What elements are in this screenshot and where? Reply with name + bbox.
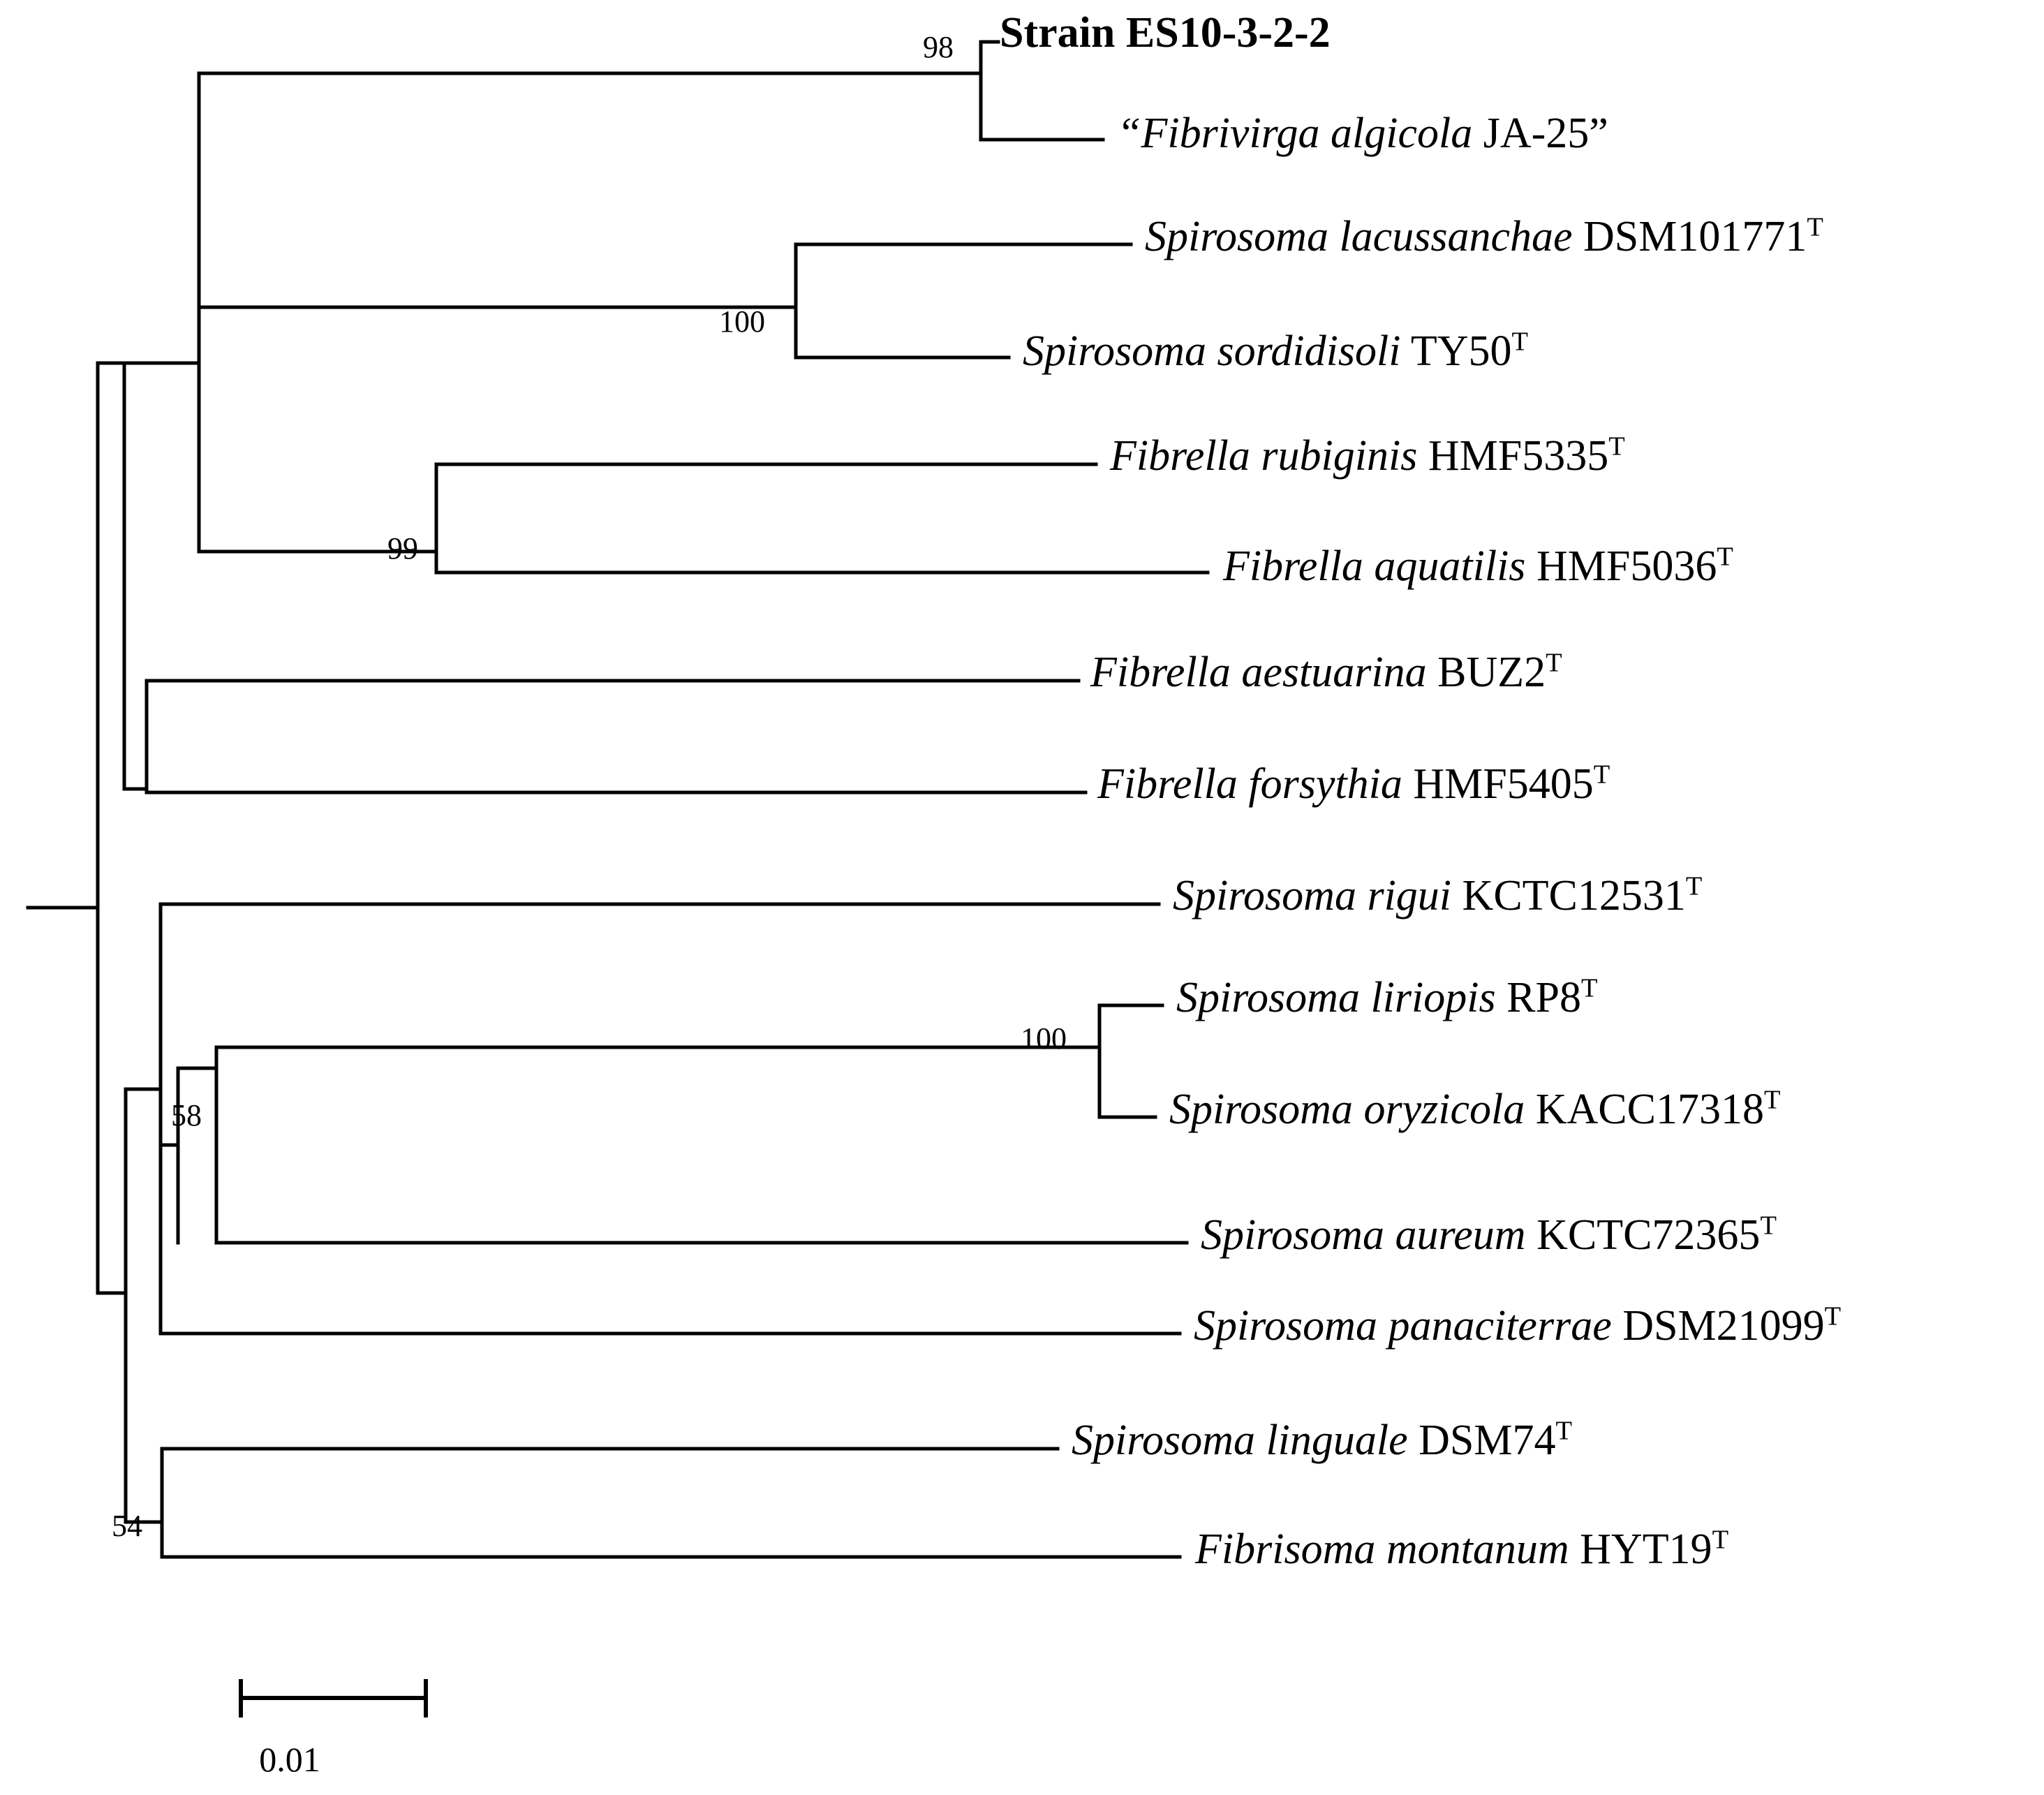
taxon-sup-fibrella-rubiginis: T — [1608, 431, 1625, 461]
taxon-roman-fibrella-aestuarina: BUZ2 — [1426, 649, 1546, 696]
taxon-italic-spirosoma-linguale: Spirosoma linguale — [1072, 1417, 1408, 1464]
taxon-sup-spirosoma-aureum: T — [1760, 1211, 1777, 1241]
taxon-italic-fibrella-aquatilis: Fibrella aquatilis — [1223, 542, 1526, 590]
taxon-italic-spirosoma-liriopis: Spirosoma liriopis — [1176, 974, 1496, 1021]
taxon-roman-spirosoma-liriopis: RP8 — [1495, 974, 1581, 1021]
taxon-roman-fibrella-aquatilis: HMF5036 — [1525, 542, 1717, 590]
bootstrap-label-node-lacussanchae-sordidisoli: 100 — [719, 304, 765, 339]
taxon-label-fibrisoma-montanum — [1195, 1525, 1729, 1573]
taxon-label-spirosoma-liriopis — [1176, 973, 1598, 1021]
taxon-label-fibrella-aquatilis — [1223, 542, 1733, 590]
taxon-roman-spirosoma-rigui: KCTC12531 — [1451, 872, 1686, 919]
taxon-italic-fibrella-rubiginis: Fibrella rubiginis — [1110, 432, 1418, 480]
taxon-label-spirosoma-panaciterrae — [1194, 1301, 1842, 1350]
taxon-label-spirosoma-rigui — [1173, 871, 1703, 919]
scale-bar-label: 0.01 — [259, 1740, 320, 1779]
taxon-label-spirosoma-lacussanchae — [1145, 212, 1823, 260]
taxon-roman-fibrella-forsythia: HMF5405 — [1402, 760, 1594, 808]
taxon-label-fibrella-forsythia — [1097, 762, 1610, 806]
taxon-sup-spirosoma-panaciterrae: T — [1824, 1301, 1842, 1331]
taxon-italic-spirosoma-panaciterrae: Spirosoma panaciterrae — [1194, 1302, 1612, 1350]
bootstrap-label-node-strain-fibrivirga: 98 — [923, 30, 954, 64]
taxon-label-spirosoma-sordidisoli — [1023, 327, 1528, 375]
taxon-roman-fibrivirga-algicola: JA-25” — [1472, 110, 1608, 157]
taxon-italic-fibrisoma-montanum: Fibrisoma montanum — [1195, 1526, 1569, 1573]
taxon-roman-spirosoma-aureum: KCTC72365 — [1525, 1211, 1761, 1259]
taxon-italic-fibrella-aestuarina: Fibrella aestuarina — [1090, 649, 1427, 696]
taxon-italic-spirosoma-aureum: Spirosoma aureum — [1201, 1211, 1526, 1259]
taxon-italic-spirosoma-rigui: Spirosoma rigui — [1173, 872, 1452, 919]
taxon-label-fibrivirga-algicola — [1117, 112, 1608, 155]
taxon-label-spirosoma-oryzicola — [1169, 1085, 1781, 1133]
taxon-roman-fibrella-rubiginis: HMF5335 — [1417, 432, 1609, 480]
taxon-sup-spirosoma-oryzicola: T — [1763, 1085, 1781, 1115]
taxon-sup-spirosoma-linguale: T — [1555, 1416, 1573, 1446]
taxon-roman-spirosoma-panaciterrae: DSM21099 — [1611, 1302, 1825, 1350]
taxon-sup-spirosoma-sordidisoli: T — [1511, 327, 1528, 357]
taxon-sup-spirosoma-rigui: T — [1685, 871, 1703, 901]
bootstrap-label-node-liriopis-oryzicola: 100 — [1021, 1021, 1067, 1056]
bootstrap-label-node-spirosoma-clade: 58 — [171, 1098, 202, 1132]
taxon-roman-spirosoma-linguale: DSM74 — [1407, 1417, 1556, 1464]
taxon-sup-spirosoma-liriopis: T — [1580, 973, 1598, 1003]
taxon-roman-spirosoma-lacussanchae: DSM101771 — [1572, 213, 1807, 260]
taxon-italic-spirosoma-oryzicola: Spirosoma oryzicola — [1169, 1086, 1525, 1133]
taxon-label-fibrella-rubiginis — [1110, 431, 1625, 480]
taxon-label-spirosoma-aureum — [1201, 1213, 1777, 1257]
taxon-label-spirosoma-linguale — [1072, 1416, 1573, 1464]
taxon-sup-fibrella-aestuarina: T — [1546, 648, 1562, 678]
taxon-label-strain-es10-3-2-2 — [1000, 9, 1331, 57]
taxon-sup-spirosoma-lacussanchae: T — [1807, 212, 1823, 242]
taxon-label-fibrella-aestuarina — [1090, 648, 1562, 696]
taxon-italic-spirosoma-lacussanchae: Spirosoma lacussanchae — [1145, 213, 1573, 260]
taxon-sup-fibrella-forsythia: T — [1593, 760, 1610, 790]
taxon-italic-fibrivirga-algicola: “Fibrivirga algicola — [1117, 110, 1473, 157]
taxon-italic-fibrella-forsythia: Fibrella forsythia — [1097, 760, 1402, 808]
taxon-roman-strain-es10-3-2-2: Strain ES10-3-2-2 — [1000, 9, 1331, 57]
bootstrap-label-node-fibrella-rubiginis-aquatilis: 99 — [387, 531, 418, 566]
taxon-roman-spirosoma-oryzicola: KACC17318 — [1525, 1086, 1764, 1133]
taxon-sup-fibrella-aquatilis: T — [1717, 542, 1733, 572]
taxon-roman-fibrisoma-montanum: HYT19 — [1569, 1526, 1712, 1573]
taxon-italic-spirosoma-sordidisoli: Spirosoma sordidisoli — [1023, 327, 1401, 375]
scale-bar — [241, 1679, 426, 1718]
taxon-roman-spirosoma-sordidisoli: TY50 — [1400, 327, 1512, 375]
bootstrap-label-node-linguale-fibrisoma: 54 — [112, 1509, 142, 1543]
taxon-sup-fibrisoma-montanum: T — [1712, 1525, 1729, 1555]
